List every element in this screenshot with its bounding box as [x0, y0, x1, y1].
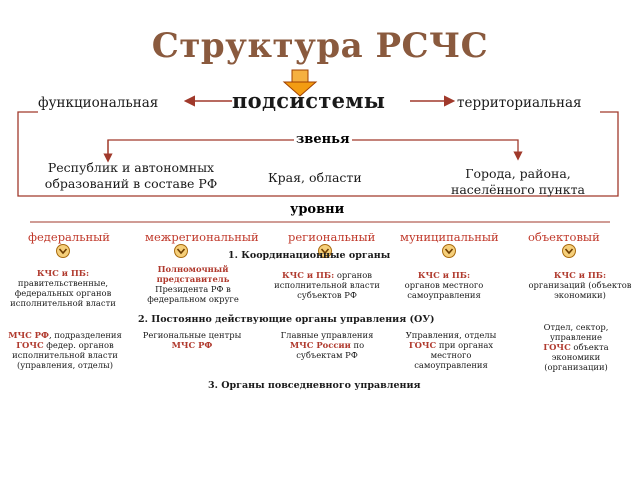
coordination-heading: 1. Координационные органы [228, 250, 391, 261]
permanent-interregional: Региональные центры МЧС РФ [142, 330, 242, 350]
permanent-heading: 2. Постоянно действующие органы управления (ОУ) [138, 314, 435, 325]
coordination-interregional: Полномочный представитель Президента РФ в федеральном округе [147, 264, 239, 304]
coordination-federal: КЧС и ПБ: правительственные, федеральных органов исполнительной власти [10, 268, 116, 308]
levels-heading: уровни [290, 202, 345, 217]
coordination-municipal: КЧС и ПБ: органов местного самоуправления [404, 270, 484, 300]
links-heading: звенья [296, 132, 350, 147]
coordination-objective: КЧС и ПБ: организаций (объектов экономики) [528, 270, 632, 300]
permanent-regional: Главные управления МЧС России по субъектам РФ [280, 330, 374, 360]
level-objective: объектовый [528, 230, 600, 244]
chevron-down-icon [562, 244, 576, 258]
link-republics: Республик и автономных образований в составе РФ [44, 160, 218, 191]
link-regions: Края, области [268, 170, 362, 185]
coordination-regional: КЧС и ПБ: органов исполнительной власти субъектов РФ [274, 270, 380, 300]
level-municipal: муниципальный [400, 230, 499, 244]
level-federal: федеральный [28, 230, 110, 244]
daily-heading: 3. Органы повседневного управления [208, 380, 421, 391]
permanent-objective: Отдел, сектор, управление ГОЧС объекта экономики (организации) [543, 322, 609, 372]
diagram-title: Структура РСЧС [151, 26, 489, 66]
permanent-municipal: Управления, отделы ГОЧС при органах местного самоуправления [405, 330, 497, 370]
level-interregional: межрегиональный [145, 230, 259, 244]
link-cities: Города, района, населённого пункта [451, 166, 585, 197]
chevron-down-icon [442, 244, 456, 258]
subsystem-functional: функциональная [38, 95, 159, 111]
subsystem-territorial: территориальная [457, 95, 582, 111]
chevron-down-icon [174, 244, 188, 258]
chevron-down-icon [56, 244, 70, 258]
level-regional: региональный [288, 230, 376, 244]
subsystems-heading: подсистемы [232, 88, 386, 113]
permanent-federal: МЧС РФ, подразделения ГОЧС федер. органов исполнительной власти (управления, отделы) [8, 330, 122, 370]
